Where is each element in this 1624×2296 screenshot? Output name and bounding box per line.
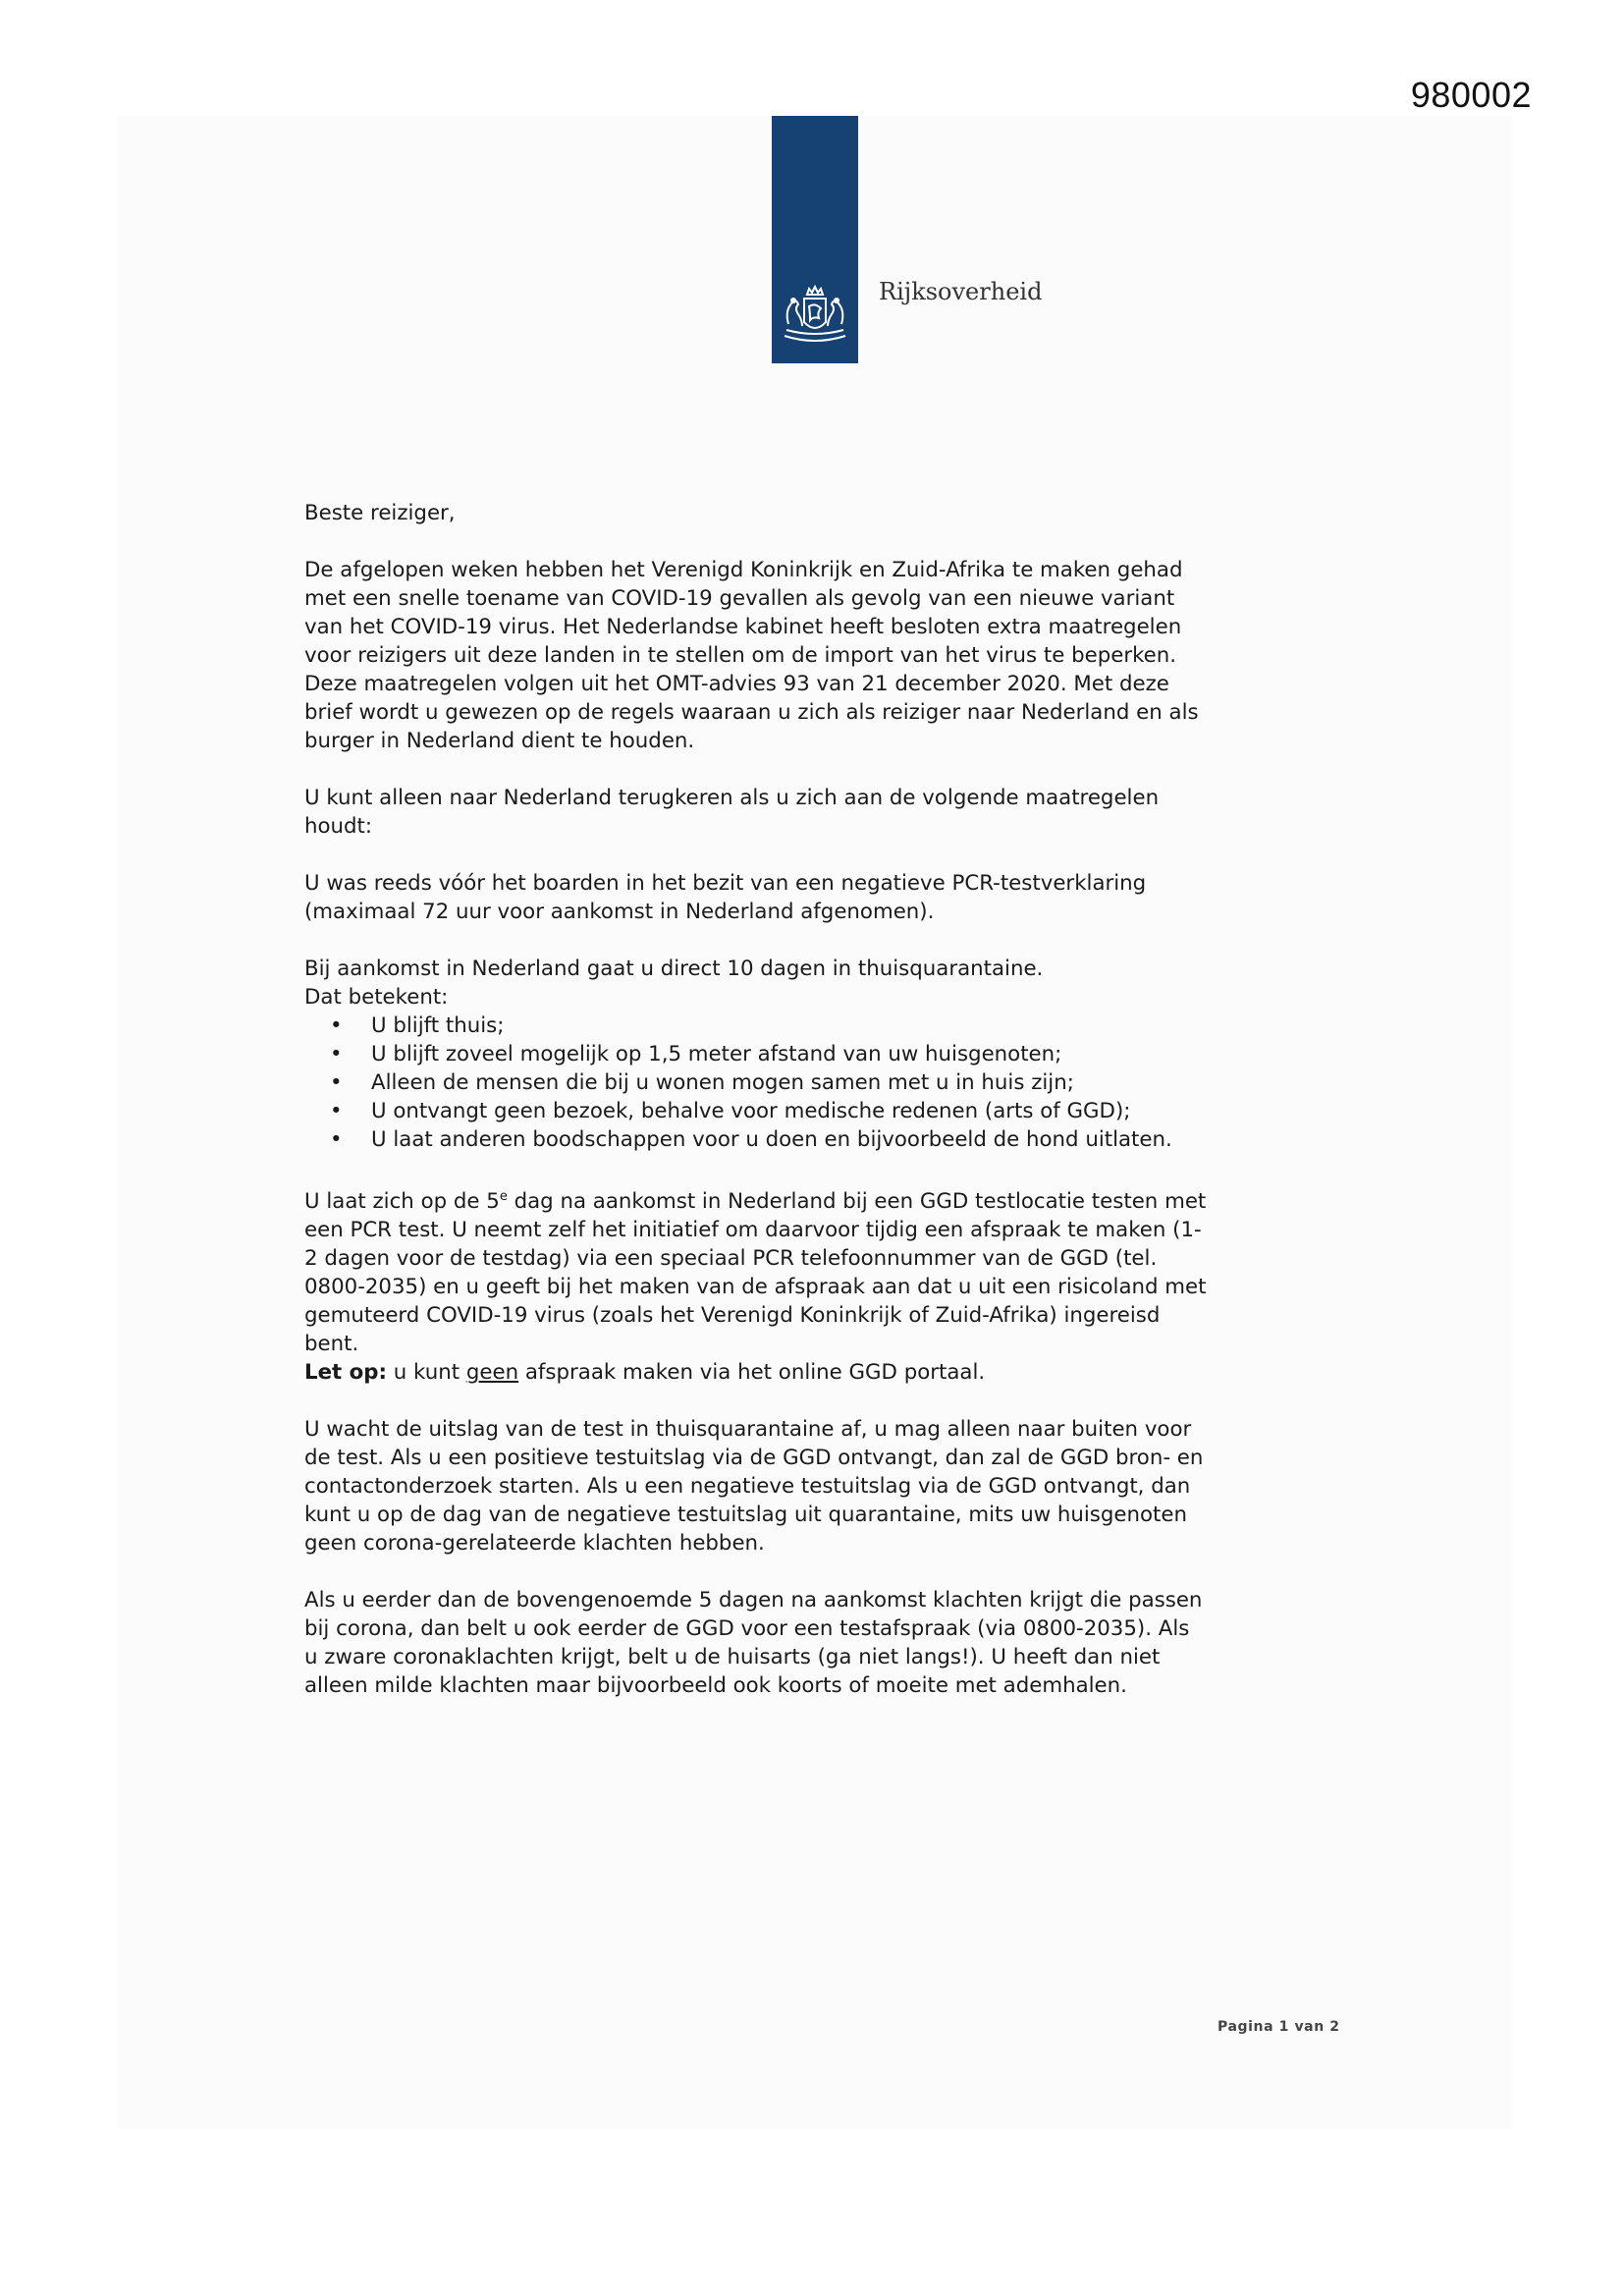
list-item: • U blijft thuis;	[304, 1011, 1208, 1040]
note-underlined: geen	[465, 1360, 519, 1386]
note-label: Let op:	[304, 1360, 388, 1386]
document-number: 980002	[1410, 75, 1532, 115]
quarantine-rules-list	[304, 1011, 1208, 1154]
rijksoverheid-logo-bar	[772, 116, 858, 363]
pcr-requirement-paragraph: U was reeds vóór het boarden in het bezit van een negatieve PCR-testverklaring (maximaal 72 uur voor aankomst in Nederland afgenomen).	[304, 871, 1147, 924]
means-label: Dat betekent:	[304, 985, 449, 1010]
ordinal-suffix: e	[499, 1189, 508, 1204]
list-item: • Alleen de mensen die bij u wonen mogen samen met u in huis zijn;	[304, 1068, 1208, 1097]
test-text-start: U laat zich op de 5	[304, 1189, 500, 1215]
logo-wordmark: Rijksoverheid	[879, 278, 1043, 305]
coat-of-arms-icon	[777, 281, 853, 352]
intro-paragraph: De afgelopen weken hebben het Verenigd Koninkrijk en Zuid-Afrika te maken gehad met een snelle toename van COVID-19 gevallen als gevolg van een nieuwe variant van het COVID-19 virus. Het Nederlandse kabinet heeft besloten extra maatregelen voor reizigers uit deze landen in te stellen om de import van het virus te beperken. Deze maatregelen volgen uit het OMT-advies 93 van 21 december 2020. Met deze brief wordt u gewezen op de regels waaraan u zich als reiziger naar Nederland en als burger in Nederland dient te houden.	[304, 558, 1199, 753]
quarantine-intro: Bij aankomst in Nederland gaat u direct 10 dagen in thuisquarantaine.	[304, 957, 1044, 981]
list-item: • U laat anderen boodschappen voor u doen en bijvoorbeeld de hond uitlaten.	[304, 1125, 1208, 1154]
page-number: Pagina 1 van 2	[1218, 2019, 1340, 2035]
list-item: • U ontvangt geen bezoek, behalve voor medische redenen (arts of GGD);	[304, 1097, 1208, 1125]
salutation: Beste reiziger,	[304, 501, 456, 525]
result-paragraph: U wacht de uitslag van de test in thuisquarantaine af, u mag alleen naar buiten voor de test. Als u een positieve testuitslag via de GGD ontvangt, dan zal de GGD bron- en contactonderzoek starten. Als u een negatieve testuitslag via de GGD ontvangt, dan kunt u op de dag van de negatieve testuitslag uit quarantaine, mits uw huisgenoten geen corona-gerelateerde klachten hebben.	[304, 1417, 1204, 1557]
test-paragraph	[304, 1182, 1208, 1387]
list-item: • U blijft zoveel mogelijk op 1,5 meter afstand van uw huisgenoten;	[304, 1040, 1208, 1068]
test-text-rest: dag na aankomst in Nederland bij een GGD testlocatie testen met een PCR test. U neemt zelf het initiatief om daarvoor tijdig een afspraak te maken (1-2 dagen voor de testdag) via een speciaal PCR telefoonnummer van de GGD (tel. 0800-2035) en u geeft bij het maken van de afspraak aan dat u uit een risicoland met gemuteerd COVID-19 virus (zoals het Verenigd Koninkrijk of Zuid-Afrika) ingereisd bent.	[304, 1189, 1207, 1357]
letter-body	[304, 499, 1208, 1728]
return-condition-paragraph: U kunt alleen naar Nederland terugkeren als u zich aan de volgende maatregelen houdt:	[304, 786, 1160, 839]
note-text-after: afspraak maken via het online GGD portaal.	[518, 1360, 986, 1386]
symptoms-paragraph: Als u eerder dan de bovengenoemde 5 dagen na aankomst klachten krijgt die passen bij corona, dan belt u ook eerder de GGD voor een testafspraak (via 0800-2035). Als u zware coronaklachten krijgt, belt u de huisarts (ga niet langs!). U heeft dan niet alleen milde klachten maar bijvoorbeeld ook koorts of moeite met ademhalen.	[304, 1588, 1203, 1699]
note-text-before: u kunt	[387, 1360, 466, 1386]
